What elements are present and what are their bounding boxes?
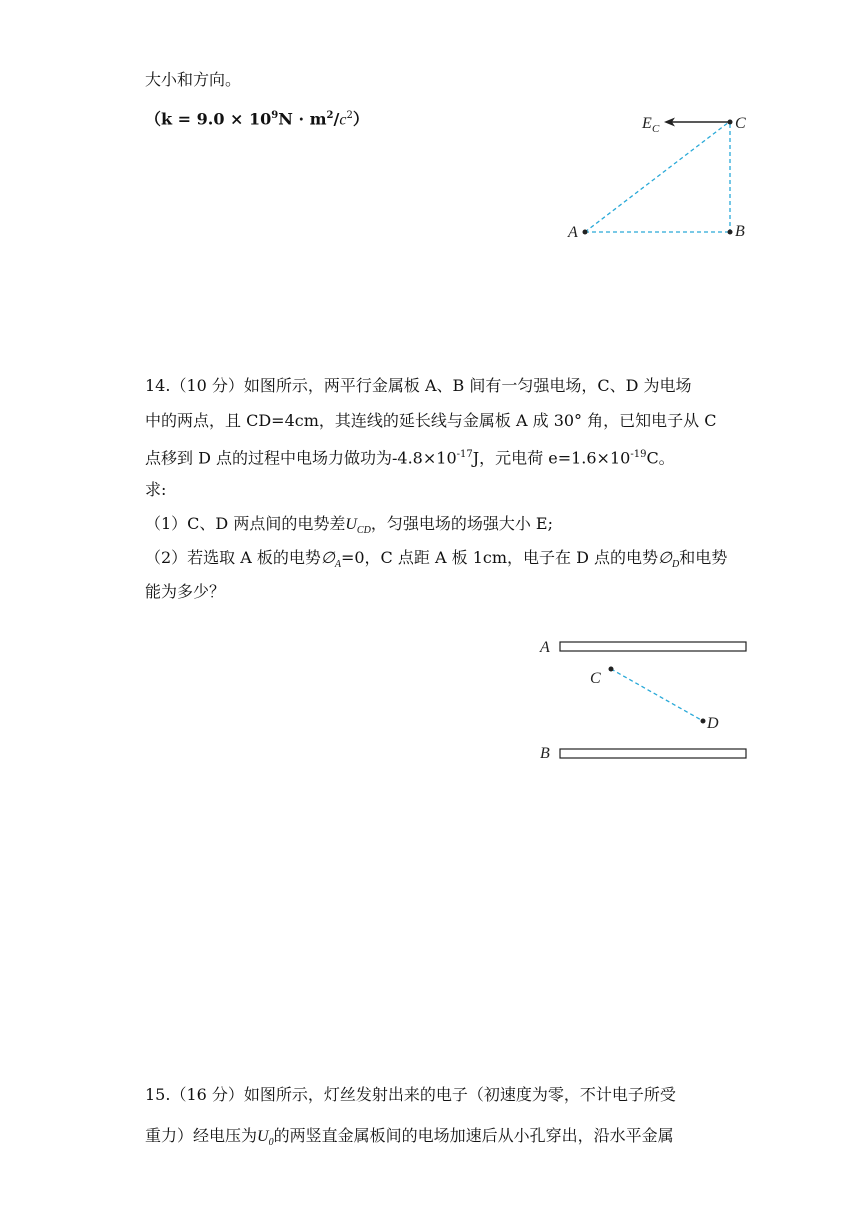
label-e-sub: C — [652, 123, 660, 135]
k-value: k = 9.0 × 10 — [161, 109, 272, 129]
q14-line-7: 能为多少？ — [145, 582, 226, 601]
u0-symbol: U — [257, 1128, 269, 1145]
label-d: D — [707, 715, 719, 732]
q15-text-end: 的两竖直金属板间的电场加速后从小孔穿出，沿水平金属 — [273, 1126, 674, 1145]
plate-a — [560, 642, 746, 651]
q13-line-1: 大小和方向。 — [145, 70, 242, 89]
k-c-exponent: 2 — [346, 110, 353, 121]
u0-subscript: 0 — [268, 1137, 274, 1149]
label-plate-a: A — [540, 639, 550, 656]
plate-b — [560, 749, 746, 758]
point-c2 — [609, 667, 614, 672]
k-unit-exponent: 2 — [326, 110, 334, 121]
q15-text: 重力）经电压为 — [145, 1126, 258, 1145]
phi-a-symbol: ∅ — [320, 550, 335, 567]
k-slash: / — [333, 109, 340, 129]
label-c2: C — [590, 670, 601, 687]
part1-text-end: ，匀强电场的场强大小 E; — [370, 514, 553, 533]
charge-unit: C。 — [646, 448, 675, 468]
q14-line-1: 14.（10 分）如图所示，两平行金属板 A、B 间有一匀强电场，C、D 为电场 — [145, 376, 692, 395]
q14-line-4: 求: — [145, 480, 167, 499]
charge-text: J，元电荷 e=1.6×10 — [472, 448, 631, 468]
paren-open: （ — [145, 109, 162, 129]
part2-text: （2）若选取 A 板的电势 — [145, 548, 321, 567]
dashed-line-cd — [611, 669, 703, 721]
k-unit: N · m — [278, 109, 327, 129]
work-value: 点移到 D 点的过程中电场力做功为-4.8×10 — [145, 448, 457, 468]
label-a: A — [568, 224, 578, 241]
q15-line-1: 15.（16 分）如图所示，灯丝发射出来的电子（初速度为零，不计电子所受 — [145, 1085, 676, 1104]
part1-text: （1）C、D 两点间的电势差 — [145, 514, 346, 533]
k-c: c — [339, 111, 347, 129]
u-subscript: CD — [356, 525, 371, 537]
phi-d-subscript: D — [671, 559, 680, 571]
part2-text-end: 和电势 — [679, 548, 728, 567]
work-exponent: -17 — [456, 449, 473, 460]
charge-exponent: -19 — [630, 449, 647, 460]
label-b: B — [735, 223, 745, 240]
phi-a-subscript: A — [334, 559, 341, 571]
k-exponent: 9 — [271, 110, 279, 121]
paren-close: ） — [352, 109, 369, 129]
part2-text-mid: =0，C 点距 A 板 1cm，电子在 D 点的电势 — [340, 548, 659, 567]
u-symbol: U — [345, 516, 357, 533]
phi-d-symbol: ∅ — [658, 550, 672, 567]
q15-line-2 — [145, 1126, 674, 1153]
q14-line-2: 中的两点，且 CD=4cm，其连线的延长线与金属板 A 成 30° 角，已知电子从 C — [145, 411, 717, 430]
point-d — [701, 719, 706, 724]
label-plate-b: B — [540, 745, 550, 762]
label-e: E — [642, 115, 652, 132]
label-c: C — [735, 115, 746, 132]
